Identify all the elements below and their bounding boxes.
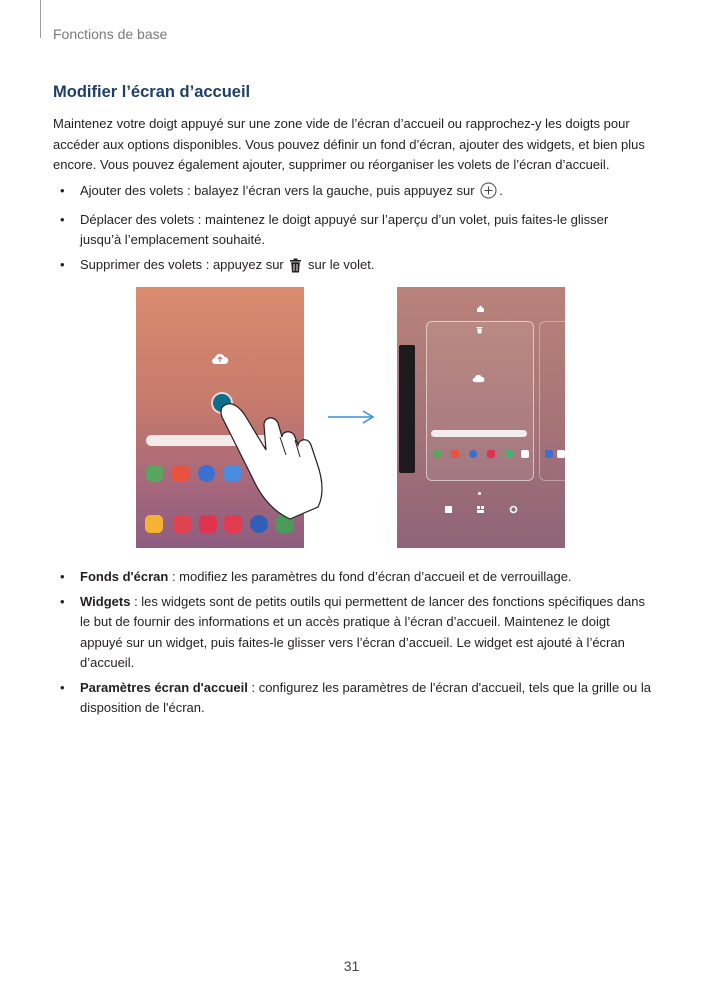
home-panel-preview: [426, 321, 534, 481]
list-item-term: Widgets: [80, 593, 131, 609]
app-icon: [146, 465, 163, 482]
bullet-list-top: [53, 181, 653, 283]
list-item: [53, 181, 653, 206]
section-header: Fonctions de base: [53, 26, 168, 42]
bullet-dot: •: [60, 679, 65, 695]
app-icon: [198, 465, 215, 482]
app-icon: [521, 450, 529, 458]
search-bar: [431, 430, 527, 437]
bullet-dot: •: [60, 256, 65, 272]
cloud-upload-icon: [472, 374, 485, 383]
wallpaper-icon: [444, 505, 453, 514]
cloud-upload-icon: [211, 353, 229, 365]
panel-edit-screenshot: [397, 287, 565, 548]
plus-circle-icon: [480, 182, 497, 206]
app-icon: [469, 450, 477, 458]
list-item: [53, 567, 653, 588]
home-icon: [476, 304, 485, 313]
list-item: [53, 255, 653, 280]
arrow-right-icon: [327, 409, 375, 425]
app-icon: [173, 515, 191, 533]
list-item: [53, 592, 653, 674]
widgets-icon: [476, 505, 485, 514]
app-icon: [145, 515, 163, 533]
list-item: [53, 210, 653, 251]
bullet-list-bottom: [53, 567, 653, 723]
page-number: 31: [343, 958, 360, 974]
list-item-text-end: .: [499, 183, 503, 198]
list-item-text-end: sur le volet.: [308, 256, 375, 272]
app-icon: [172, 465, 189, 482]
trash-icon: [476, 326, 483, 334]
trash-icon: [289, 258, 302, 280]
list-item-term: Fonds d'écran: [80, 569, 169, 584]
hand-touch-icon: [220, 395, 340, 520]
app-icon: [545, 450, 553, 458]
list-item-desc: : configurez les paramètres de l'écran d'accueil, tels que la grille ou la disposition de l'écran.: [80, 679, 651, 715]
bullet-dot: •: [60, 569, 65, 584]
header-rule: [40, 0, 41, 38]
list-item: [53, 678, 653, 719]
bullet-dot: •: [60, 593, 65, 609]
bullet-dot: •: [60, 211, 65, 227]
list-item-desc: : les widgets sont de petits outils qui permettent de lancer des fonctions spécifiques dans le but de fournir des informations et un accès pratique à l’écran d’accueil. Maintenez le doigt appuyé sur un widget, puis faites-le glisser vers l’écran d’accueil. Le widget est ajouté à l’écran d’accueil.: [80, 593, 645, 670]
page-indicator: [478, 492, 481, 495]
side-panel-preview: [399, 345, 415, 473]
app-icon: [505, 450, 513, 458]
app-icon: [487, 450, 495, 458]
page-title: Modifier l’écran d’accueil: [53, 83, 251, 101]
gear-icon: [509, 505, 518, 514]
app-icon: [451, 450, 459, 458]
list-item-text: Ajouter des volets : balayez l’écran vers la gauche, puis appuyez sur: [80, 183, 475, 198]
bullet-dot: •: [60, 183, 65, 198]
list-item-term: Paramètres écran d'accueil: [80, 679, 248, 695]
app-icon: [433, 450, 441, 458]
list-item-desc: : modifiez les paramètres du fond d’écran d’accueil et de verrouillage.: [168, 569, 572, 584]
app-icon: [199, 515, 217, 533]
intro-paragraph: Maintenez votre doigt appuyé sur une zone vide de l’écran d’accueil ou rapprochez-y les doigts pour accéder aux options disponibles. Vous pouvez définir un fond d’écran, ajouter des widgets, et bien plus encore. Vous pouvez également ajouter, supprimer ou réorganiser les volets de l’écran d’accueil.: [53, 116, 645, 172]
list-item-text: Déplacer des volets : maintenez le doigt appuyé sur l’aperçu d’un volet, puis faites-le glisser jusqu’à l’emplacement souhaité.: [80, 211, 609, 247]
list-item-text: Supprimer des volets : appuyez sur: [80, 256, 284, 272]
app-icon: [557, 450, 565, 458]
